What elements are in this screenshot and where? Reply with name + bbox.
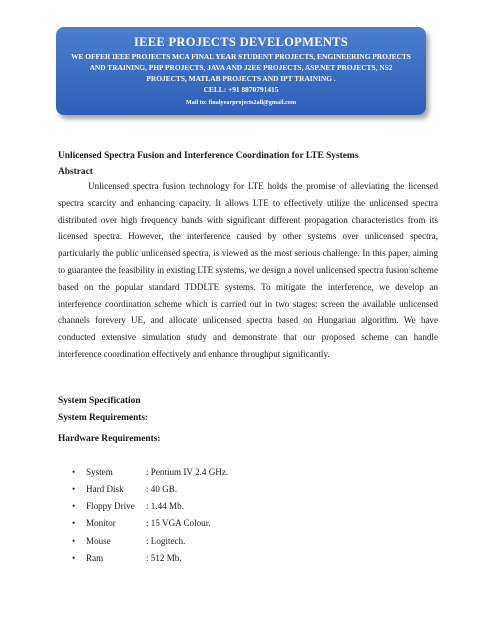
- abstract-heading: Abstract: [58, 167, 93, 177]
- hardware-value: : 15 VGA Colour.: [146, 518, 211, 529]
- list-item: [72, 533, 438, 550]
- list-item: [72, 481, 438, 498]
- bullet: •: [72, 552, 76, 563]
- document-body: [58, 150, 438, 567]
- hardware-value: : Pentium IV 2.4 GHz.: [146, 466, 229, 477]
- hardware-value: : 512 Mb.: [146, 552, 182, 563]
- bullet: •: [72, 483, 76, 494]
- hardware-name: Hard Disk: [86, 483, 124, 494]
- bullet: •: [72, 466, 76, 477]
- bullet: •: [72, 518, 76, 529]
- hardware-value: : Logitech.: [146, 535, 186, 546]
- bullet: •: [72, 501, 76, 512]
- hardware-value: : 1.44 Mb.: [146, 501, 184, 512]
- list-item: [72, 464, 438, 481]
- banner-description: WE OFFER IEEE PROJECTS MCA FINAL YEAR STUDENT PROJECTS, ENGINEERING PROJECTS AND TRAINING, PHP PROJECTS, JAVA AND J2EE PROJECTS, ASP.NET PROJECTS, NS2 PROJECTS, MATLAB PROJECTS AND IPT TRAINING .: [71, 52, 411, 83]
- hardware-name: Ram: [86, 552, 104, 563]
- hardware-name: Mouse: [86, 535, 111, 546]
- list-item: [72, 515, 438, 532]
- hardware-requirements-heading: Hardware Requirements:: [58, 433, 161, 444]
- banner-email: Mail to: finalyearprojects2all@gmail.com: [185, 99, 297, 106]
- system-requirements-heading: System Requirements:: [58, 412, 149, 423]
- header-banner: [56, 27, 426, 115]
- hardware-name: System: [86, 466, 113, 477]
- hardware-name: Floppy Drive: [86, 501, 135, 512]
- list-item: [72, 550, 438, 567]
- banner-title: IEEE PROJECTS DEVELOPMENTS: [133, 35, 349, 49]
- hardware-value: : 40 GB.: [146, 483, 178, 494]
- paper-title: Unlicensed Spectra Fusion and Interference Coordination for LTE Systems: [58, 151, 359, 161]
- hardware-list: [72, 464, 438, 567]
- specification-section: [58, 393, 438, 567]
- banner-phone: CELL: +91 8870791415: [203, 85, 279, 94]
- system-specification-heading: System Specification: [58, 395, 141, 406]
- list-item: [72, 498, 438, 515]
- hardware-name: Monitor: [86, 518, 116, 529]
- bullet: •: [72, 535, 76, 546]
- abstract-text: Unlicensed spectra fusion technology for LTE holds the promise of alleviating the licensed spectra scarcity and enhancing capacity. It allows LTE to effectively utilize the unlicensed spectra distributed over high frequency bands with significant different propagation characteristics from its licensed spectra. However, the interference caused by other systems over unlicensed spectra, particularly the public unlicensed spectra, is viewed as the most serious challenge. In this paper, aiming to guarantee the feasibility in existing LTE systems, we design a novel unlicensed spectra fusion scheme based on the popular standard TDDLTE systems. To mitigate the interference, we develop an interference coordination scheme which is carried out in two stages: screen the available unlicensed channels forevery UE, and allocate unlicensed spectra based on Hungarian algorithm. We have conducted extensive simulation study and demonstrate that our proposed scheme can handle interference coordination effectively and enhance throughput significantly.: [58, 181, 438, 359]
